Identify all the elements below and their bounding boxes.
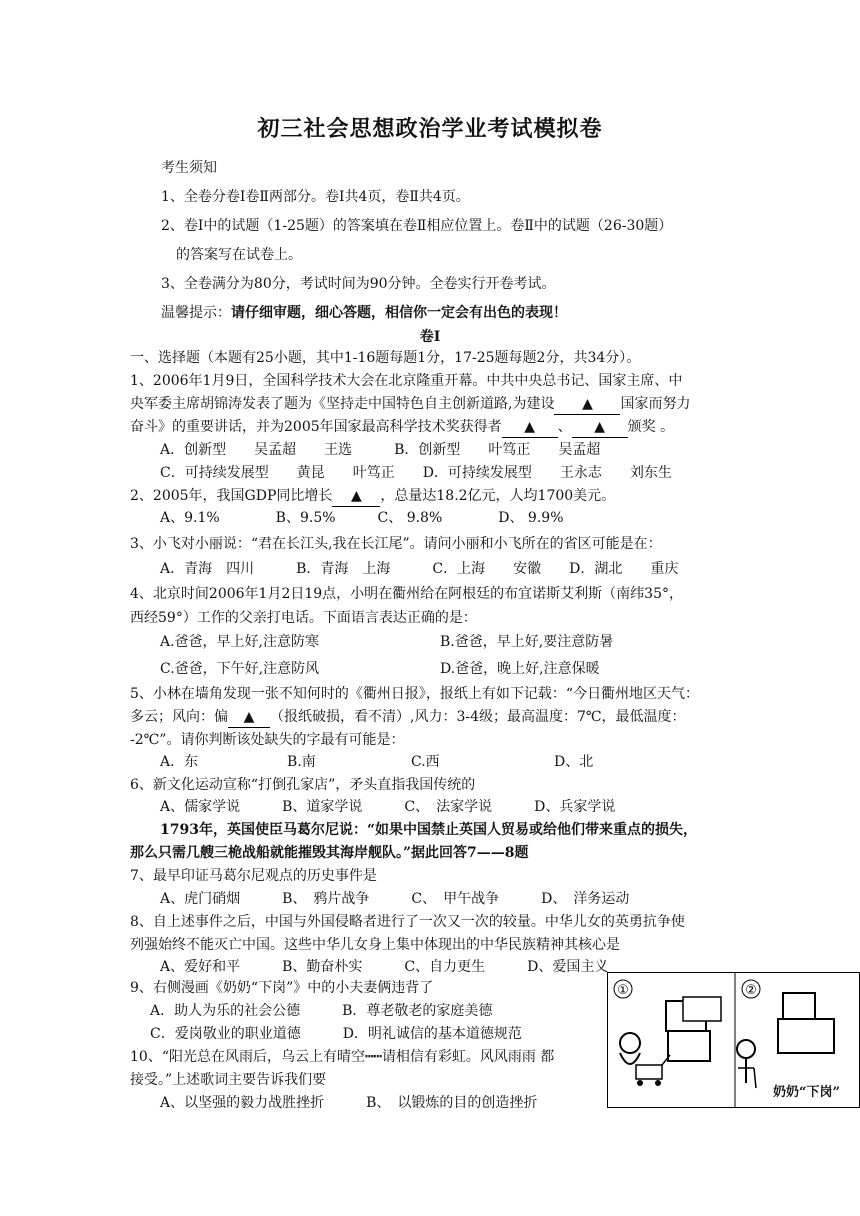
q4-line-2: 西经59°）工作的父亲打电话。下面语言表达正确的是：: [130, 610, 477, 626]
q5-option-b: B.南: [287, 754, 316, 770]
comic-grandma-laid-off: [607, 972, 860, 1108]
q5-line-3: -2℃”。请你判断该处缺失的字最有可能是：: [130, 732, 405, 748]
notice-item-2: 2、卷Ⅰ中的试题（1-25题）的答案填在卷Ⅱ相应位置上。卷Ⅱ中的试题（26-30题）: [161, 218, 673, 234]
q5-option-d: D、北: [554, 754, 594, 770]
panel-2-label: ②: [745, 983, 757, 998]
q2-options: A、9.1% B、9.5% C、 9.8% D、 9.9%: [160, 510, 564, 526]
q1-options-2: C．可持续发展型 黄昆 叶笃正 D．可持续发展型 王永志 刘东生: [160, 465, 672, 481]
answer-blank: ▲: [332, 486, 380, 507]
section-heading: 一、选择题（本题有25小题，其中1-16题每题1分，17-25题每题2分，共34分）。: [130, 350, 641, 366]
q4-option-d: D.爸爸，晚上好,注意保暖: [440, 661, 600, 677]
q9-line-1: 9、右侧漫画《奶奶“下岗”》中的小夫妻俩违背了: [130, 980, 434, 996]
q8-line-1: 8、自上述事件之后，中国与外国侵略者进行了一次又一次的较量。中华儿女的英勇抗争使: [130, 914, 685, 930]
material-line-2: 那么只需几艘三桅战船就能摧毁其海岸舰队。”据此回答7——8题: [130, 845, 529, 861]
q7-options: A、虎门硝烟 B、 鸦片战争 C、 甲午战争 D、 洋务运动: [160, 891, 630, 907]
page-title: 初三社会思想政治学业考试模拟卷: [257, 116, 603, 142]
comic-caption: 奶奶“下岗”: [773, 1085, 840, 1100]
q7-line-1: 7、最早印证马葛尔尼观点的历史事件是: [130, 868, 377, 884]
panel-1-label: ①: [617, 983, 629, 998]
tip-label: 温馨提示：: [161, 305, 231, 321]
notice-item-3: 3、全卷满分为80分，考试时间为90分钟。全卷实行开卷考试。: [161, 276, 556, 292]
q10-line-2: 接受。”上述歌词主要告诉我们要: [130, 1072, 327, 1088]
q10-options: A、以坚强的毅力战胜挫折 B、 以锻炼的目的创造挫折: [160, 1095, 538, 1111]
q10-line-1: 10、“阳光总在风雨后，乌云上有晴空┅┅请相信有彩虹。风风雨雨 都: [130, 1049, 555, 1065]
q5-option-a: A．东: [160, 754, 199, 770]
q8-options: A、爱好和平 B、勤奋朴实 C、自力更生 D、爱国主义: [160, 959, 609, 975]
q6-line-1: 6、新文化运动宣称“打倒孔家店”，矛头直指我国传统的: [130, 777, 476, 793]
answer-blank: ▲: [228, 707, 270, 728]
tip-text: 请仔细审题，细心答题，相信你一定会有出色的表现！: [231, 305, 567, 321]
q4-line-1: 4、北京时间2006年1月2日19点，小明在衢州给在阿根廷的布宜诺斯艾利斯（南纬35°，: [130, 586, 683, 602]
q8-line-2: 列强始终不能灭亡中国。这些中华儿女身上集中体现出的中华民族精神其核心是: [130, 937, 620, 953]
q6-options: A、儒家学说 B、道家学说 C、 法家学说 D、兵家学说: [160, 799, 616, 815]
notice-heading: 考生须知: [161, 160, 217, 176]
q5-line-1: 5、小林在墙角发现一张不知何时的《衢州日报》，报纸上有如下记载：“今日衢州地区天气：: [130, 686, 700, 702]
q9-options-1: A．助人为乐的社会公德 B．尊老敬老的家庭美德: [150, 1003, 493, 1019]
q4-option-a: A.爸爸，早上好,注意防寒: [160, 634, 320, 650]
q5-line-2: 多云；风向：偏 ▲ （报纸破损，看不清）,风力：3-4级；最高温度：7℃，最低温度：: [130, 707, 686, 728]
q4-option-c: C.爸爸，下午好,注意防风: [160, 661, 320, 677]
q1-line-3: 奋斗》的重要讲话，并为2005年国家最高科学技术奖获得者 ▲ 、 ▲ 颁奖 。: [130, 417, 674, 438]
q4-option-b: B.爸爸，早上好,要注意防暑: [440, 634, 614, 650]
answer-blank: ▲: [572, 417, 628, 438]
notice-item-1: 1、全卷分卷Ⅰ卷Ⅱ两部分。卷Ⅰ共4页，卷Ⅱ共4页。: [161, 189, 470, 205]
q2-line-1: 2、2005年，我国GDP同比增长 ▲ ，总量达18.2亿元，人均1700美元。: [130, 486, 615, 507]
volume-heading: 卷Ⅰ: [419, 329, 441, 345]
q1-line-1: 1、2006年1月9日，全国科学技术大会在北京隆重开幕。中共中央总书记、国家主席、中: [130, 373, 683, 389]
answer-blank: ▲: [502, 417, 558, 438]
q3-options: A．青海 四川 B．青海 上海 C．上海 安徽 D．湖北 重庆: [160, 561, 679, 577]
notice-tip: [161, 303, 567, 323]
material-line-1: 1793年，英国使臣马葛尔尼说：“如果中国禁止英国人贸易或给他们带来重点的损失，: [160, 822, 698, 838]
notice-item-2-cont: 的答案写在试卷上。: [176, 247, 302, 263]
answer-blank: ▲: [554, 394, 620, 415]
q1-line-2: 央军委主席胡锦涛发表了题为《坚持走中国特色自主创新道路,为建设 ▲ 国家而努力: [130, 394, 690, 415]
q1-options-1: A．创新型 吴孟超 王选 B．创新型 叶笃正 吴孟超: [160, 442, 601, 458]
q3-line-1: 3、小飞对小丽说：“君在长江头,我在长江尾”。请问小丽和小飞所在的省区可能是在：: [130, 536, 662, 552]
q9-options-2: C．爱岗敬业的职业道德 D．明礼诚信的基本道德规范: [150, 1026, 522, 1042]
q5-option-c: C.西: [411, 754, 440, 770]
